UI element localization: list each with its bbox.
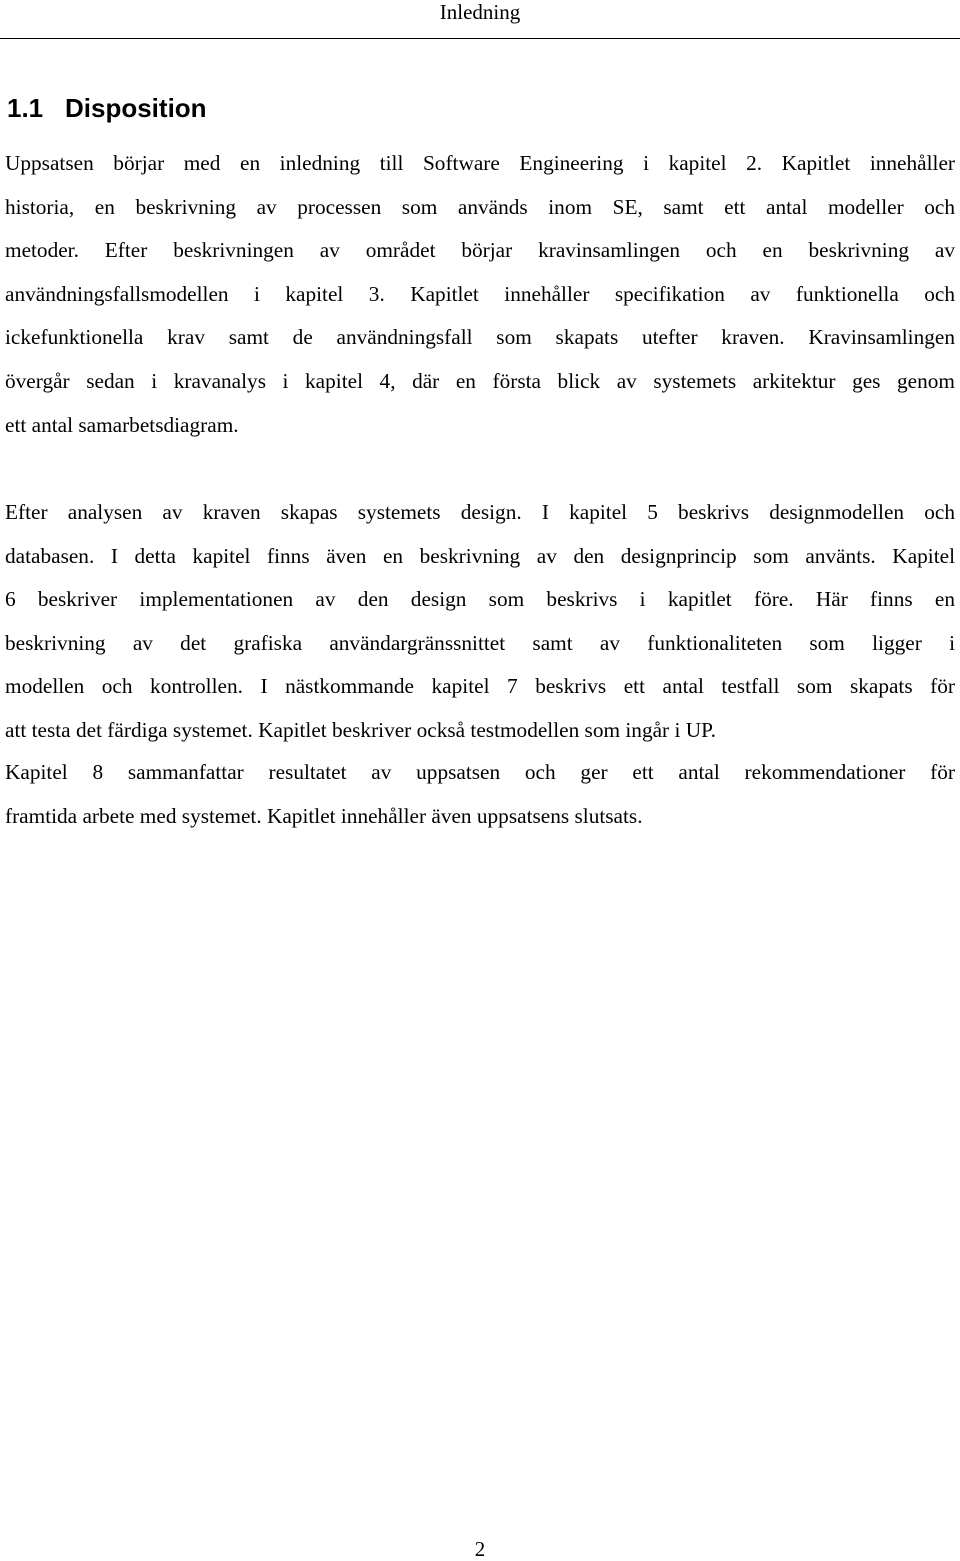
paragraph-1	[5, 142, 955, 447]
section-number: 1.1	[7, 93, 44, 123]
header-divider	[0, 38, 960, 39]
paragraph-2	[5, 491, 955, 753]
paragraph-line: metoder. Efter beskrivningen av området börjar kravinsamlingen och en beskrivning av	[5, 238, 955, 263]
paragraph-line: databasen. I detta kapitel finns även en beskrivning av den designprincip som använts. Kapitel	[5, 543, 955, 568]
paragraph-line: beskrivning av det grafiska användargränssnittet samt av funktionaliteten som ligger i	[5, 630, 955, 655]
section-heading	[7, 92, 207, 124]
paragraph-line: Uppsatsen börjar med en inledning till Software Engineering i kapitel 2. Kapitlet innehåller	[5, 151, 955, 175]
paragraph-line: användningsfallsmodellen i kapitel 3. Kapitlet innehåller specifikation av funktionella och	[5, 281, 955, 306]
paragraph-line: modellen och kontrollen. I nästkommande kapitel 7 beskrivs ett antal testfall som skapats för	[5, 674, 955, 699]
paragraph-line: övergår sedan i kravanalys i kapitel 4, där en första blick av systemets arkitektur ges genom	[5, 368, 955, 393]
paragraph-line: Kapitel 8 sammanfattar resultatet av uppsatsen och ger ett antal rekommendationer för	[5, 760, 955, 784]
paragraph-line: 6 beskriver implementationen av den design som beskrivs i kapitlet före. Här finns en	[5, 587, 955, 612]
paragraph-line: ett antal samarbetsdiagram.	[5, 412, 239, 437]
paragraph-line: ickefunktionella krav samt de användningsfall som skapats utefter kraven. Kravinsamlingen	[5, 325, 955, 350]
paragraph-line: Efter analysen av kraven skapas systemets design. I kapitel 5 beskrivs designmodellen och	[5, 500, 955, 524]
paragraph-line: historia, en beskrivning av processen som används inom SE, samt ett antal modeller och	[5, 194, 955, 219]
section-title: Disposition	[65, 93, 207, 123]
page-number: 2	[474, 1537, 486, 1561]
paragraph-3	[5, 751, 955, 838]
paragraph-line: att testa det färdiga systemet. Kapitlet beskriver också testmodellen som ingår i UP.	[5, 717, 716, 742]
running-header: Inledning	[439, 0, 521, 24]
paragraph-line: framtida arbete med systemet. Kapitlet innehåller även uppsatsens slutsats.	[5, 803, 643, 828]
